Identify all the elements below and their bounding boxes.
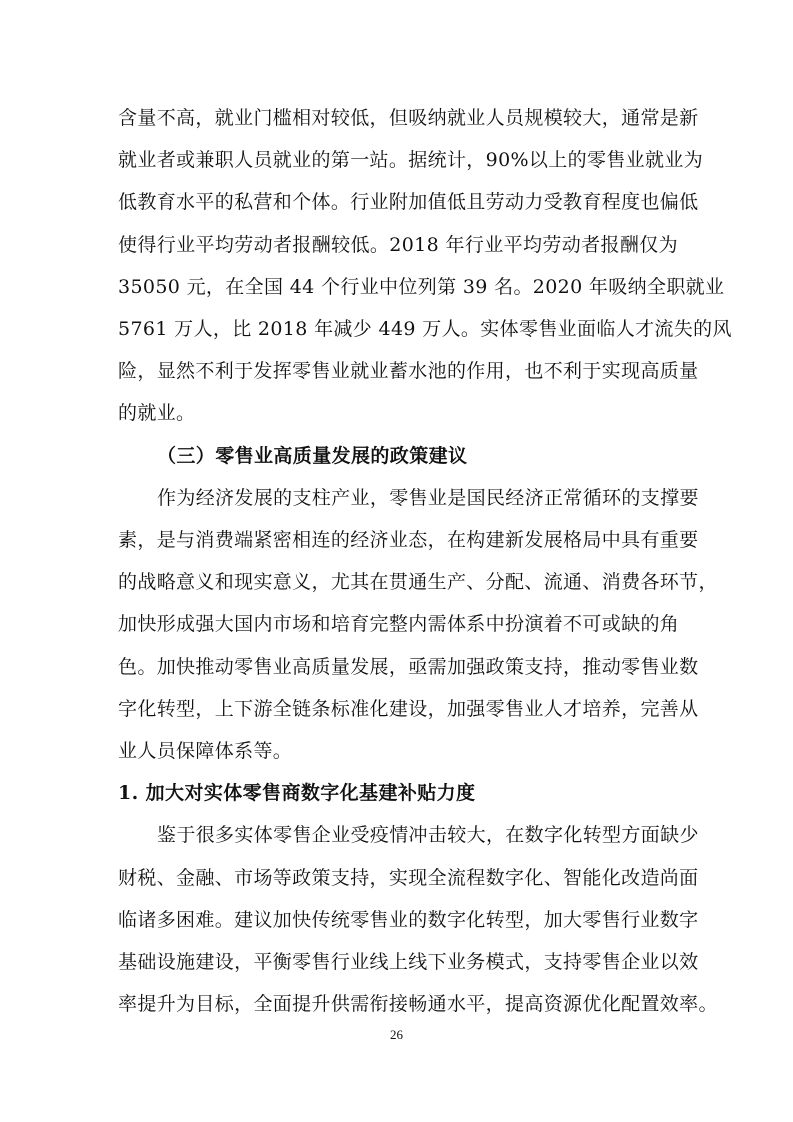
body-text-line: 财税、金融、市场等政策支持，实现全流程数字化、智能化改造尚面	[118, 866, 699, 889]
body-text-line: 率提升为目标，全面提升供需衔接畅通水平，提高资源优化配置效率。	[118, 993, 718, 1016]
body-text-line: 35050 元，在全国 44 个行业中位列第 39 名。2020 年吸纳全职就业	[118, 275, 725, 298]
body-text-line: 临诸多困难。建议加快传统零售业的数字化转型，加大零售行业数字	[118, 908, 699, 931]
body-text-line: 低教育水平的私营和个体。行业附加值低且劳动力受教育程度也偏低	[118, 191, 699, 214]
body-text-line: 加快形成强大国内市场和培育完整内需体系中扮演着不可或缺的角	[118, 613, 680, 636]
page-number: 26	[390, 1027, 403, 1042]
body-text-line: 险，显然不利于发挥零售业就业蓄水池的作用，也不利于实现高质量	[118, 360, 699, 383]
body-text-line: 含量不高，就业门槛相对较低，但吸纳就业人员规模较大，通常是新	[118, 107, 699, 129]
body-text-line: 业人员保障体系等。	[118, 740, 293, 762]
body-text-line: 鉴于很多实体零售企业受疫情冲击较大，在数字化转型方面缺少	[157, 824, 699, 847]
body-text-line: 的就业。	[118, 402, 196, 425]
body-text-line: 作为经济发展的支柱产业，零售业是国民经济正常循环的支撑要	[157, 486, 699, 509]
section-heading: （三）零售业高质量发展的政策建议	[157, 444, 468, 467]
body-text-line: 的战略意义和现实意义，尤其在贯通生产、分配、流通、消费各环节，	[118, 571, 718, 594]
body-text-line: 字化转型，上下游全链条标准化建设，加强零售业人才培养，完善从	[118, 697, 699, 720]
subsection-heading: 1. 加大对实体零售商数字化基建补贴力度	[118, 782, 476, 805]
body-text-line: 5761 万人，比 2018 年减少 449 万人。实体零售业面临人才流失的风	[118, 318, 732, 340]
body-text-line: 基础设施建设，平衡零售行业线上线下业务模式，支持零售企业以效	[118, 951, 699, 973]
body-text-line: 就业者或兼职人员就业的第一站。据统计，90%以上的零售业就业为	[118, 149, 704, 172]
body-text-line: 使得行业平均劳动者报酬较低。2018 年行业平均劳动者报酬仅为	[118, 233, 678, 256]
body-text-line: 素，是与消费端紧密相连的经济业态，在构建新发展格局中具有重要	[118, 529, 699, 551]
body-text-line: 色。加快推动零售业高质量发展，亟需加强政策支持，推动零售业数	[118, 655, 699, 678]
